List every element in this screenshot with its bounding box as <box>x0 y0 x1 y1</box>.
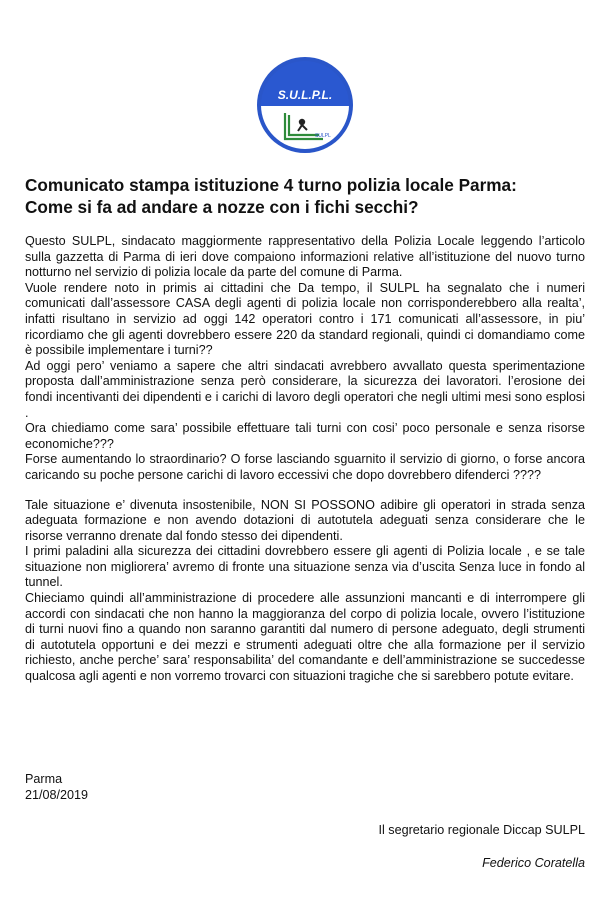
paragraph-3: Ad oggi pero’ veniamo a sapere che altri sindacati avrebbero avvallato questa sperimentazione proposta dall’amministrazione senza però considerare, la sicurezza dei lavoratori. l’erosione dei fondi incentivanti dei dipendenti e i carichi di lavoro degli operatori che negli ultimi mesi sono esplosi . <box>25 358 585 420</box>
title-line-1: Comunicato stampa istituzione 4 turno polizia locale Parma: <box>25 175 517 195</box>
page-title <box>25 174 585 218</box>
paragraph-8: Chieciamo quindi all’amministrazione di procedere alle assunzioni mancanti e di interrompere gli accordi con sindacati che non hanno la maggioranza del corpo di polizia locale, ovvero l’istituzione di turni nuovi fino a quando non saranno garantiti dal numero di persone adeguato, degli strumenti di autotutela opportuni e dei mezzi e strumenti adeguati oltre che alla formazione per il servizio richiesto, anche perche’ sara’ responsabilita’ del comandante e dell’amministrazione se succedesse qualcosa agli agenti e non vorremo trovarci con situazioni tragiche che si sarebbero potute evitare. <box>25 591 585 684</box>
sulpl-logo <box>255 55 355 155</box>
signer-role: Il segretario regionale Diccap SULPL <box>378 823 585 837</box>
logo-bottom-half <box>255 106 355 155</box>
sulpl-logo-graphic <box>255 55 355 155</box>
logo-text: S.U.L.P.L. <box>277 88 333 102</box>
paragraph-5: Forse aumentando lo straordinario? O forse lasciando sguarnito il servizio di giorno, o forse ancora caricando su poche persone carichi di lavoro eccessivi che dopo dovrebbero difenderci ???? <box>25 452 585 482</box>
date: 21/08/2019 <box>25 788 89 802</box>
paragraph-7: I primi paladini alla sicurezza dei cittadini dovrebbero essere gli agenti di Polizia locale , e se tale situazione non migliorera’ avremo di fronte una situazione senza via d’uscita Senza luce in fondo al tunnel. <box>25 544 585 590</box>
paragraph-4: Ora chiediamo come sara’ possibile effettuare tali turni con cosi’ poco personale e senza risorse economiche??? <box>25 421 585 451</box>
paragraph-6: Tale situazione e’ divenuta insostenibile, NON SI POSSONO adibire gli operatori in strada senza adeguata formazione e non avendo dotazioni di autotutela adeguati senza considerare che le risorse verranno drenate dal fondo stesso dei dipendenti. <box>25 497 585 543</box>
paragraph-2: Vuole rendere noto in primis ai cittadini che Da tempo, il SULPL ha segnalato che i numeri comunicati dall’assessore CASA degli agenti di polizia locale non corrisponderebbero alla realta’, infatti risultano in servizio ad oggi 142 operatori contro i 171 comunicati all’assessore, in piu’ ricordiamo che gli agenti dovrebbero essere 220 da standard regionali, quindi ci domandiamo come è possibile implementare i turni?? <box>25 280 585 358</box>
title-line-2: Come si fa ad andare a nozze con i fichi secchi? <box>25 197 419 217</box>
place: Parma <box>25 772 63 786</box>
logo-small-text: SULPL <box>315 133 331 139</box>
document-body <box>25 234 585 685</box>
paragraph-1: Questo SULPL, sindacato maggiormente rappresentativo della Polizia Locale leggendo l’articolo sulla gazzetta di Parma di ieri dove compaiono informazioni relative all’istituzione del nuovo turno notturno nel servizio di polizia locale da parte del comune di Parma. <box>25 234 585 280</box>
signer-name: Federico Coratella <box>482 856 585 870</box>
place-date-block <box>25 771 88 803</box>
